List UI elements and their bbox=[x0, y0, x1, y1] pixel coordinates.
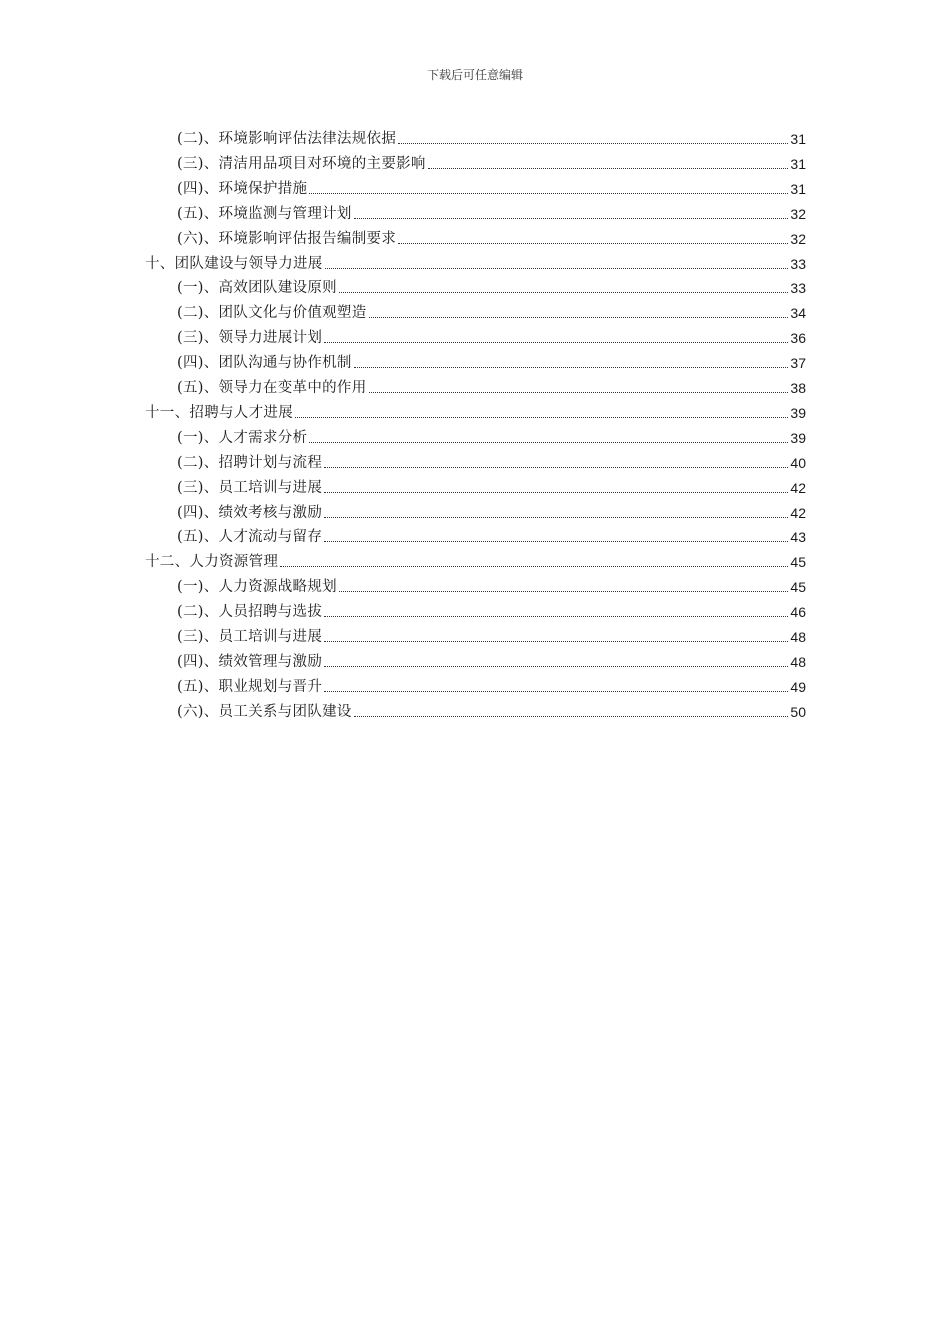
toc-leader-dots bbox=[339, 590, 789, 592]
toc-entry-title: 十、团队建设与领导力进展 bbox=[145, 255, 323, 272]
toc-entry-title: (五)、职业规划与晋升 bbox=[177, 678, 323, 695]
toc-leader-dots bbox=[324, 665, 788, 667]
toc-entry-title: (四)、环境保护措施 bbox=[177, 180, 308, 197]
toc-entry-page-number: 43 bbox=[790, 529, 806, 546]
toc-leader-dots bbox=[324, 516, 788, 518]
toc-entry-title: (五)、人才流动与留存 bbox=[177, 529, 323, 546]
toc-entry-title: (六)、员工关系与团队建设 bbox=[177, 703, 352, 720]
toc-entry-title: (二)、环境影响评估法律法规依据 bbox=[177, 131, 397, 147]
toc-entry-title: (一)、人才需求分析 bbox=[177, 429, 308, 446]
toc-entry[interactable] bbox=[177, 201, 806, 223]
toc-entry-title: (三)、员工培训与进展 bbox=[177, 629, 323, 645]
toc-entry-page-number: 33 bbox=[790, 255, 806, 272]
toc-entry-title: (六)、环境影响评估报告编制要求 bbox=[177, 230, 397, 247]
toc-entry[interactable] bbox=[177, 674, 806, 696]
toc-entry-page-number: 46 bbox=[790, 604, 806, 621]
toc-leader-dots bbox=[354, 366, 789, 368]
toc-entry[interactable] bbox=[177, 649, 806, 671]
toc-entry[interactable] bbox=[145, 251, 806, 273]
toc-entry-page-number: 49 bbox=[790, 678, 806, 695]
toc-entry-title: 十一、招聘与人才进展 bbox=[145, 404, 293, 421]
toc-leader-dots bbox=[369, 316, 789, 318]
toc-entry[interactable] bbox=[177, 624, 806, 646]
toc-leader-dots bbox=[354, 715, 789, 717]
toc-entry[interactable] bbox=[177, 275, 806, 297]
toc-entry-title: (五)、环境监测与管理计划 bbox=[177, 205, 352, 222]
toc-entry-title: (一)、人力资源战略规划 bbox=[177, 579, 337, 596]
toc-entry-title: (四)、团队沟通与协作机制 bbox=[177, 355, 352, 372]
toc-entry[interactable] bbox=[145, 549, 806, 571]
toc-entry[interactable] bbox=[177, 350, 806, 372]
toc-entry-page-number: 38 bbox=[790, 380, 806, 396]
toc-entry-title: (三)、员工培训与进展 bbox=[177, 479, 323, 496]
toc-entry-page-number: 39 bbox=[790, 429, 806, 446]
toc-entry-title: (四)、绩效考核与激励 bbox=[177, 504, 323, 521]
toc-entry[interactable] bbox=[177, 574, 806, 596]
toc-entry-page-number: 32 bbox=[790, 205, 806, 222]
toc-entry-title: 十二、人力资源管理 bbox=[145, 554, 279, 571]
toc-entry-page-number: 34 bbox=[790, 305, 806, 322]
toc-entry-page-number: 33 bbox=[790, 280, 806, 297]
toc-entry[interactable] bbox=[177, 325, 806, 347]
toc-entry-title: (五)、领导力在变革中的作用 bbox=[177, 380, 367, 396]
toc-entry-page-number: 45 bbox=[790, 579, 806, 596]
toc-entry[interactable] bbox=[177, 475, 806, 497]
toc-entry-page-number: 31 bbox=[790, 131, 806, 147]
toc-entry-page-number: 37 bbox=[790, 355, 806, 372]
toc-entry[interactable] bbox=[177, 500, 806, 522]
toc-entry-page-number: 32 bbox=[790, 230, 806, 247]
toc-leader-dots bbox=[295, 416, 788, 418]
toc-entry-title: (二)、人员招聘与选拔 bbox=[177, 604, 323, 621]
toc-leader-dots bbox=[309, 192, 788, 194]
toc-entry-page-number: 45 bbox=[790, 554, 806, 571]
toc-entry-page-number: 42 bbox=[790, 479, 806, 496]
toc-entry[interactable] bbox=[177, 375, 806, 397]
toc-entry[interactable] bbox=[177, 126, 806, 148]
toc-leader-dots bbox=[339, 291, 789, 293]
toc-leader-dots bbox=[280, 565, 788, 567]
toc-entry[interactable] bbox=[177, 300, 806, 322]
toc-entry[interactable] bbox=[145, 400, 806, 422]
page-header: 下载后可任意编辑 bbox=[426, 68, 523, 82]
toc-leader-dots bbox=[324, 615, 788, 617]
toc-entry-page-number: 48 bbox=[790, 653, 806, 670]
toc-leader-dots bbox=[398, 142, 788, 144]
toc-entry-title: (一)、高效团队建设原则 bbox=[177, 280, 337, 297]
toc-leader-dots bbox=[398, 242, 788, 244]
toc-leader-dots bbox=[325, 267, 789, 269]
toc-leader-dots bbox=[324, 466, 788, 468]
toc-entry-page-number: 48 bbox=[790, 629, 806, 645]
toc-leader-dots bbox=[369, 391, 789, 393]
toc-leader-dots bbox=[324, 341, 788, 343]
toc-entry-page-number: 31 bbox=[790, 180, 806, 197]
toc-entry-page-number: 36 bbox=[790, 330, 806, 347]
toc-entry-title: (三)、领导力进展计划 bbox=[177, 330, 323, 347]
toc-entry-title: (四)、绩效管理与激励 bbox=[177, 653, 323, 670]
toc-entry-title: (二)、招聘计划与流程 bbox=[177, 454, 323, 471]
toc-entry-page-number: 42 bbox=[790, 504, 806, 521]
toc-entry-page-number: 40 bbox=[790, 454, 806, 471]
toc-entry[interactable] bbox=[177, 699, 806, 721]
toc-leader-dots bbox=[428, 167, 789, 169]
toc-entry[interactable] bbox=[177, 450, 806, 472]
toc-leader-dots bbox=[324, 690, 788, 692]
toc-entry-title: (二)、团队文化与价值观塑造 bbox=[177, 305, 367, 322]
toc-entry-page-number: 39 bbox=[790, 404, 806, 421]
toc-entry[interactable] bbox=[177, 176, 806, 198]
toc-leader-dots bbox=[324, 491, 788, 493]
toc-entry[interactable] bbox=[177, 425, 806, 447]
toc-entry-title: (三)、清洁用品项目对环境的主要影响 bbox=[177, 155, 426, 172]
toc-entry-page-number: 31 bbox=[790, 155, 806, 172]
toc-leader-dots bbox=[324, 640, 788, 642]
toc-leader-dots bbox=[309, 441, 788, 443]
toc-leader-dots bbox=[354, 217, 789, 219]
toc-entry-page-number: 50 bbox=[790, 703, 806, 720]
toc-entry[interactable] bbox=[177, 524, 806, 546]
toc-entry[interactable] bbox=[177, 226, 806, 248]
toc-entry[interactable] bbox=[177, 599, 806, 621]
toc-leader-dots bbox=[324, 540, 788, 542]
toc-entry[interactable] bbox=[177, 151, 806, 173]
